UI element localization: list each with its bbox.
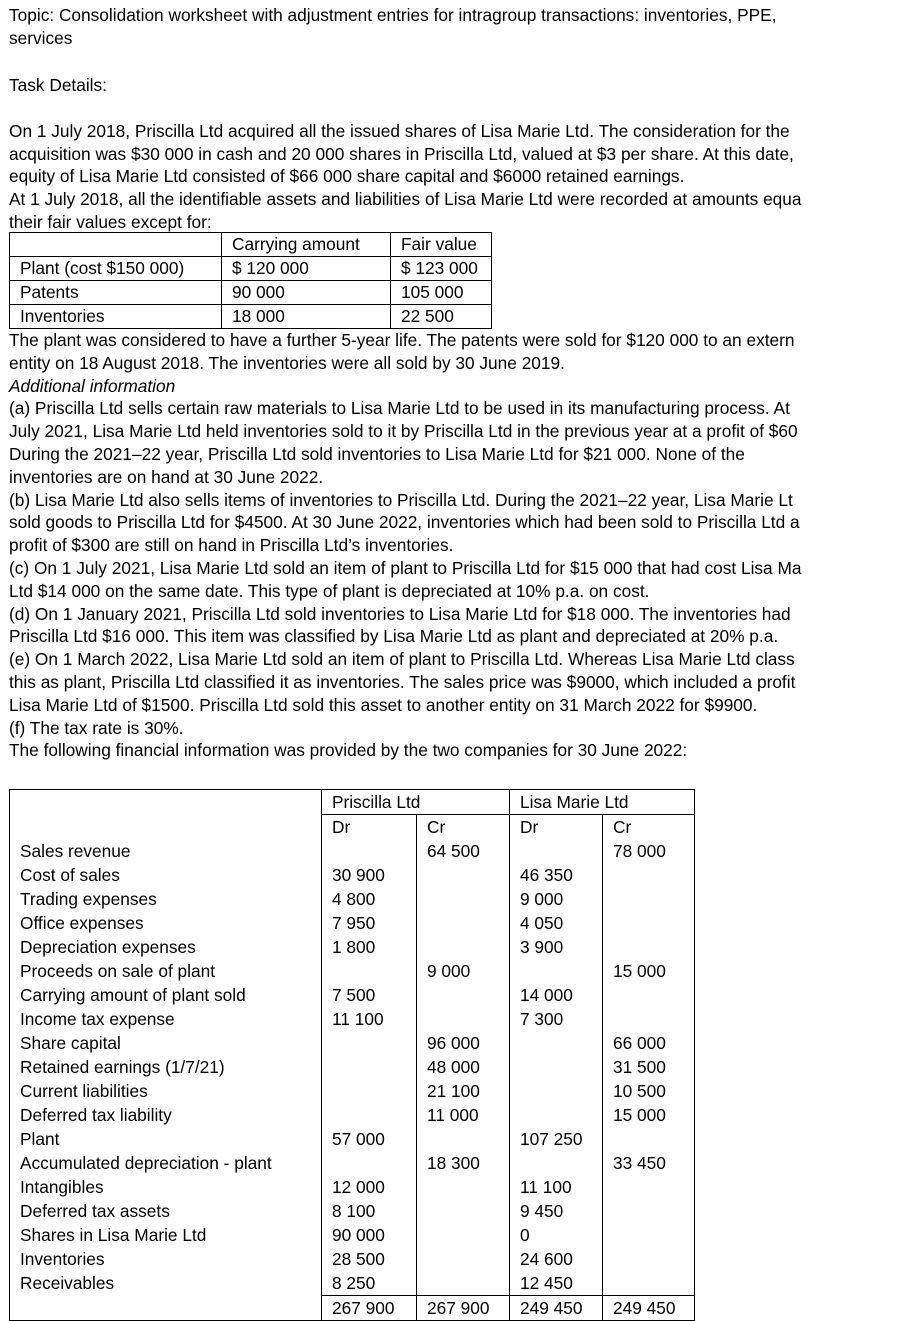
fv-header-fair: Fair value (391, 233, 492, 257)
fv-cell: $ 120 000 (222, 257, 391, 281)
fin-amount-cell: 12 000 (322, 1175, 417, 1199)
fin-amount-cell (417, 1271, 510, 1296)
fin-totals-row (10, 1296, 695, 1321)
additional-line: (a) Priscilla Ltd sells certain raw materials to Lisa Marie Ltd to be used in its manufacturing process. At (9, 398, 790, 419)
fin-amount-cell (417, 1247, 510, 1271)
intro-line: their fair values except for: (9, 211, 212, 232)
fin-amount-cell (603, 1271, 695, 1296)
fin-row (10, 1151, 695, 1175)
additional-heading: Additional information (9, 375, 176, 396)
additional-line: (d) On 1 January 2021, Priscilla Ltd sold inventories to Lisa Marie Ltd for $18 000. The inventories had (9, 603, 791, 624)
fin-amount-cell (510, 1031, 603, 1055)
fin-row (10, 1079, 695, 1103)
company-priscilla: Priscilla Ltd (322, 790, 510, 815)
fin-total-cell: 267 900 (417, 1296, 510, 1321)
fv-header-blank (10, 233, 222, 257)
company-lisa-marie: Lisa Marie Ltd (510, 790, 695, 815)
document-body-continued (9, 329, 915, 762)
additional-line: July 2021, Lisa Marie Ltd held inventories sold to it by Priscilla Ltd in the previous year at a profit of $60 (9, 421, 798, 442)
fin-amount-cell (603, 863, 695, 887)
fair-value-row (10, 257, 492, 281)
fin-row-label: Inventories (10, 1247, 322, 1271)
fin-amount-cell (417, 911, 510, 935)
fin-amount-cell (322, 959, 417, 983)
cr-header: Cr (417, 815, 510, 840)
document-body (9, 4, 915, 234)
task-details-heading: Task Details: (9, 75, 107, 95)
fin-amount-cell: 31 500 (603, 1055, 695, 1079)
fin-amount-cell: 9 000 (510, 887, 603, 911)
fin-amount-cell (603, 1007, 695, 1031)
fin-row (10, 1175, 695, 1199)
fin-row-label: Deferred tax assets (10, 1199, 322, 1223)
fin-amount-cell (510, 1079, 603, 1103)
fin-amount-cell: 90 000 (322, 1223, 417, 1247)
intro-line: At 1 July 2018, all the identifiable assets and liabilities of Lisa Marie Ltd were recorded at amounts equa (9, 189, 802, 210)
fv-cell: 105 000 (391, 281, 492, 305)
fin-amount-cell: 3 900 (510, 935, 603, 959)
additional-line: profit of $300 are still on hand in Priscilla Ltd’s inventories. (9, 535, 454, 556)
fin-company-row (10, 790, 695, 815)
fin-amount-cell (510, 959, 603, 983)
fin-amount-cell: 9 450 (510, 1199, 603, 1223)
fin-amount-cell (603, 911, 695, 935)
fin-amount-cell (322, 1151, 417, 1175)
fin-amount-cell (322, 1031, 417, 1055)
fin-amount-cell: 1 800 (322, 935, 417, 959)
fin-amount-cell (417, 1127, 510, 1151)
fin-amount-cell (603, 1223, 695, 1247)
additional-line: The following financial information was provided by the two companies for 30 June 2022: (9, 740, 688, 761)
fin-amount-cell: 107 250 (510, 1127, 603, 1151)
fin-row (10, 839, 695, 863)
fv-cell: 22 500 (391, 305, 492, 329)
fin-row-label: Plant (10, 1127, 322, 1151)
financial-table (9, 789, 695, 1321)
fin-amount-cell (417, 863, 510, 887)
fin-row-label: Intangibles (10, 1175, 322, 1199)
fv-cell: $ 123 000 (391, 257, 492, 281)
fin-amount-cell: 46 350 (510, 863, 603, 887)
fv-cell: 18 000 (222, 305, 391, 329)
fin-amount-cell: 15 000 (603, 959, 695, 983)
fin-amount-cell: 4 050 (510, 911, 603, 935)
after-table-line: The plant was considered to have a further 5-year life. The patents were sold for $120 000 to an extern (9, 330, 795, 350)
fin-row-label: Deferred tax liability (10, 1103, 322, 1127)
fin-row (10, 1271, 695, 1296)
dr-header: Dr (322, 815, 417, 840)
fin-row (10, 887, 695, 911)
fin-row (10, 1223, 695, 1247)
fin-amount-cell (603, 983, 695, 1007)
fin-amount-cell: 15 000 (603, 1103, 695, 1127)
fin-amount-cell (603, 887, 695, 911)
intro-line: On 1 July 2018, Priscilla Ltd acquired all the issued shares of Lisa Marie Ltd. The consideration for the (9, 120, 790, 141)
fin-amount-cell: 7 950 (322, 911, 417, 935)
fin-total-cell: 249 450 (603, 1296, 695, 1321)
fin-amount-cell (603, 935, 695, 959)
fin-row (10, 863, 695, 887)
fin-amount-cell: 57 000 (322, 1127, 417, 1151)
fin-amount-cell (322, 1055, 417, 1079)
additional-line: Priscilla Ltd $16 000. This item was classified by Lisa Marie Ltd as plant and depreciated at 20% p.a. (9, 626, 779, 647)
fin-amount-cell (322, 839, 417, 863)
fin-amount-cell: 96 000 (417, 1031, 510, 1055)
fin-drcr-row (10, 815, 695, 840)
cr-header: Cr (603, 815, 695, 840)
fin-row (10, 911, 695, 935)
fin-row-label: Receivables (10, 1271, 322, 1296)
additional-line: Lisa Marie Ltd of $1500. Priscilla Ltd sold this asset to another entity on 31 March 2022 for $9900. (9, 694, 758, 715)
fin-amount-cell (417, 935, 510, 959)
fin-total-cell: 267 900 (322, 1296, 417, 1321)
additional-line: (b) Lisa Marie Ltd also sells items of inventories to Priscilla Ltd. During the 2021–22 year, Lisa Marie Lt (9, 489, 793, 510)
additional-line: Ltd $14 000 on the same date. This type of plant is depreciated at 10% p.a. on cost. (9, 580, 650, 601)
dr-header: Dr (510, 815, 603, 840)
fv-header-carrying: Carrying amount (222, 233, 391, 257)
fin-row-label: Sales revenue (10, 839, 322, 863)
fin-blank-cell (10, 815, 322, 840)
topic-line-2: services (9, 28, 73, 48)
fin-amount-cell (603, 1127, 695, 1151)
fin-amount-cell (322, 1103, 417, 1127)
fin-row (10, 1247, 695, 1271)
fin-amount-cell: 0 (510, 1223, 603, 1247)
fin-amount-cell (510, 1103, 603, 1127)
additional-line: sold goods to Priscilla Ltd for $4500. At 30 June 2022, inventories which had been sold to Priscilla Ltd a (9, 512, 800, 533)
fair-value-row (10, 305, 492, 329)
fin-row-label: Retained earnings (1/7/21) (10, 1055, 322, 1079)
fv-cell: Patents (10, 281, 222, 305)
fin-amount-cell (417, 1007, 510, 1031)
additional-line: (c) On 1 July 2021, Lisa Marie Ltd sold an item of plant to Priscilla Ltd for $15 000 that had cost Lisa Ma (9, 557, 802, 578)
topic-line-1: Topic: Consolidation worksheet with adjustment entries for intragroup transactions: inventories, PPE, (9, 5, 777, 25)
fin-row (10, 1199, 695, 1223)
intro-line: acquisition was $30 000 in cash and 20 000 shares in Priscilla Ltd, valued at $3 per share. At this date, (9, 143, 794, 164)
intro-line: equity of Lisa Marie Ltd consisted of $66 000 share capital and $6000 retained earnings. (9, 166, 685, 187)
fin-row-label: Trading expenses (10, 887, 322, 911)
additional-line: this as plant, Priscilla Ltd classified it as inventories. The sales price was $9000, which included a profit (9, 671, 796, 692)
fin-total-cell: 249 450 (510, 1296, 603, 1321)
fin-row-label: Income tax expense (10, 1007, 322, 1031)
fin-amount-cell (510, 1055, 603, 1079)
fin-amount-cell: 48 000 (417, 1055, 510, 1079)
fin-amount-cell (603, 1199, 695, 1223)
fin-row (10, 1031, 695, 1055)
fin-amount-cell (417, 1223, 510, 1247)
fin-row-label: Accumulated depreciation - plant (10, 1151, 322, 1175)
fin-totals-label (10, 1296, 322, 1321)
fin-amount-cell: 8 100 (322, 1199, 417, 1223)
fin-amount-cell: 78 000 (603, 839, 695, 863)
after-table-line: entity on 18 August 2018. The inventories were all sold by 30 June 2019. (9, 352, 565, 373)
fin-amount-cell: 9 000 (417, 959, 510, 983)
fin-row (10, 1103, 695, 1127)
fair-value-table (9, 232, 492, 329)
fin-amount-cell: 33 450 (603, 1151, 695, 1175)
fin-amount-cell: 7 300 (510, 1007, 603, 1031)
fin-amount-cell (417, 887, 510, 911)
fair-value-header-row (10, 233, 492, 257)
fin-row-label: Share capital (10, 1031, 322, 1055)
fin-row (10, 959, 695, 983)
additional-line: (f) The tax rate is 30%. (9, 717, 184, 738)
fin-amount-cell: 11 100 (510, 1175, 603, 1199)
fin-amount-cell: 10 500 (603, 1079, 695, 1103)
fin-row-label: Office expenses (10, 911, 322, 935)
fin-amount-cell (322, 1079, 417, 1103)
fin-amount-cell: 4 800 (322, 887, 417, 911)
fin-amount-cell: 14 000 (510, 983, 603, 1007)
fin-amount-cell: 64 500 (417, 839, 510, 863)
fin-amount-cell (417, 1175, 510, 1199)
additional-line: inventories are on hand at 30 June 2022. (9, 466, 324, 487)
fin-amount-cell: 8 250 (322, 1271, 417, 1296)
fin-row (10, 1007, 695, 1031)
fin-row (10, 935, 695, 959)
fin-amount-cell (603, 1175, 695, 1199)
fin-amount-cell (510, 839, 603, 863)
fin-corner-cell (10, 790, 322, 815)
fin-amount-cell: 18 300 (417, 1151, 510, 1175)
fv-cell: Plant (cost $150 000) (10, 257, 222, 281)
fin-amount-cell: 12 450 (510, 1271, 603, 1296)
fair-value-row (10, 281, 492, 305)
fin-row-label: Proceeds on sale of plant (10, 959, 322, 983)
fv-cell: Inventories (10, 305, 222, 329)
fin-amount-cell: 11 100 (322, 1007, 417, 1031)
fin-row-label: Cost of sales (10, 863, 322, 887)
fin-amount-cell: 21 100 (417, 1079, 510, 1103)
fin-row-label: Depreciation expenses (10, 935, 322, 959)
fin-amount-cell: 11 000 (417, 1103, 510, 1127)
fin-amount-cell (417, 1199, 510, 1223)
fin-amount-cell: 28 500 (322, 1247, 417, 1271)
fin-amount-cell (417, 983, 510, 1007)
fin-amount-cell: 7 500 (322, 983, 417, 1007)
fv-cell: 90 000 (222, 281, 391, 305)
fin-amount-cell (603, 1247, 695, 1271)
additional-line: (e) On 1 March 2022, Lisa Marie Ltd sold an item of plant to Priscilla Ltd. Whereas Lisa Marie Ltd class (9, 649, 795, 670)
fin-row (10, 983, 695, 1007)
fin-row (10, 1127, 695, 1151)
additional-line: During the 2021–22 year, Priscilla Ltd sold inventories to Lisa Marie Ltd for $21 000. None of the (9, 443, 745, 464)
fin-row-label: Carrying amount of plant sold (10, 983, 322, 1007)
fin-row (10, 1055, 695, 1079)
fin-amount-cell: 24 600 (510, 1247, 603, 1271)
fin-row-label: Shares in Lisa Marie Ltd (10, 1223, 322, 1247)
fin-amount-cell: 66 000 (603, 1031, 695, 1055)
fin-row-label: Current liabilities (10, 1079, 322, 1103)
fin-amount-cell (510, 1151, 603, 1175)
fin-amount-cell: 30 900 (322, 863, 417, 887)
